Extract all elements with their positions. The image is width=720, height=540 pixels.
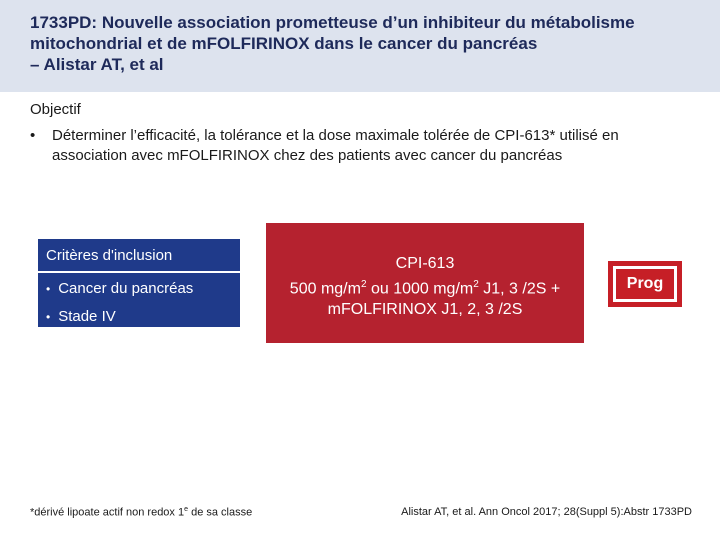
objective-item bbox=[30, 126, 690, 166]
objective-text: Déterminer l’efficacité, la tolérance et la dose maximale tolérée de CPI-613* utilisé en association avec mFOLFIRINOX chez des patients avec cancer du pancréas bbox=[52, 127, 619, 164]
citation: Alistar AT, et al. Ann Oncol 2017; 28(Suppl 5):Abstr 1733PD bbox=[401, 506, 692, 518]
inclusion-criteria-box bbox=[38, 239, 240, 327]
dose-exponent: 2 bbox=[473, 279, 479, 290]
inclusion-divider bbox=[38, 271, 240, 273]
treatment-drug: CPI-613 bbox=[395, 255, 455, 272]
bullet-icon: • bbox=[46, 310, 51, 324]
objective-list bbox=[30, 126, 690, 166]
inclusion-heading: Critères d'inclusion bbox=[46, 247, 173, 264]
dose-high: ou 1000 mg/m bbox=[366, 280, 474, 298]
treatment-combination: mFOLFIRINOX J1, 2, 3 /2S bbox=[327, 301, 523, 319]
title-banner bbox=[0, 0, 720, 92]
inclusion-item-label: Stade IV bbox=[58, 308, 116, 325]
inclusion-item bbox=[46, 275, 193, 303]
dose-schedule: J1, 3 /2S + bbox=[478, 280, 561, 298]
objective-section bbox=[30, 100, 690, 166]
treatment-box bbox=[266, 223, 584, 343]
title-line-2: mitochondrial et de mFOLFIRINOX dans le cancer du pancréas bbox=[30, 34, 538, 53]
dose-exponent: 2 bbox=[360, 279, 367, 290]
prog-box: Prog bbox=[610, 263, 680, 305]
slide-title bbox=[30, 12, 702, 75]
title-line-3: – Alistar AT, et al bbox=[30, 55, 164, 74]
footnote-text: *dérivé lipoate actif non redox 1 bbox=[30, 506, 185, 519]
inclusion-item bbox=[46, 303, 193, 331]
footnote-superscript: e bbox=[184, 506, 189, 513]
treatment-dose bbox=[266, 274, 584, 299]
bullet-icon: • bbox=[30, 127, 36, 144]
footnote bbox=[30, 506, 252, 519]
inclusion-item-label: Cancer du pancréas bbox=[58, 280, 194, 297]
dose-low: 500 mg/m bbox=[289, 280, 361, 298]
inclusion-list bbox=[46, 275, 193, 331]
bullet-icon: • bbox=[46, 282, 51, 296]
title-line-1: 1733PD: Nouvelle association prometteuse d’un inhibiteur du métabolisme bbox=[30, 13, 635, 32]
objective-heading: Objectif bbox=[30, 101, 81, 118]
footnote-text-end: de sa classe bbox=[188, 506, 253, 519]
